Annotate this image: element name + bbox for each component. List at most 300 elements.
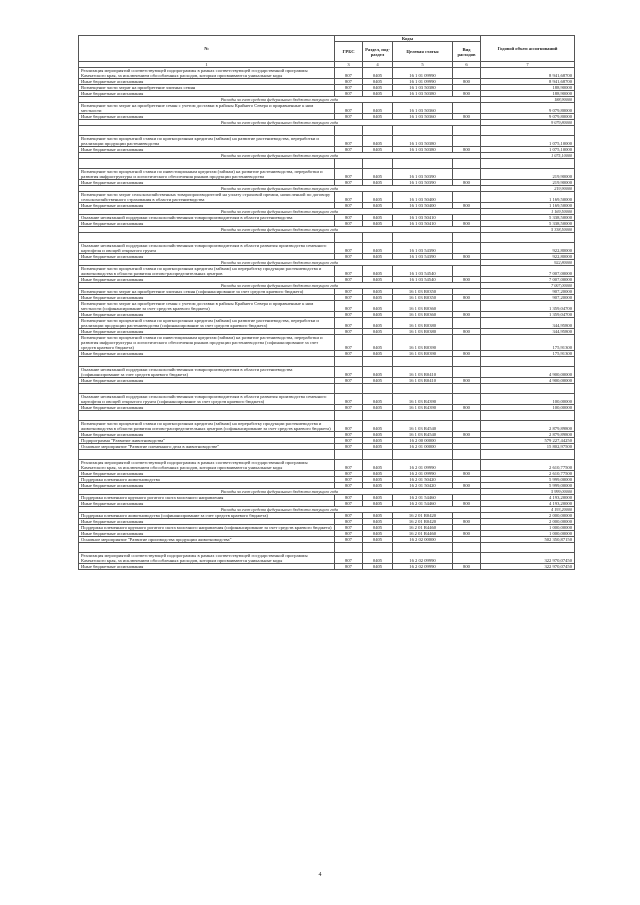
spacer-row <box>79 233 575 243</box>
item-name: Возмещение части процентной ставки по краткосрочным кредитам (займам) на переработку продукции растениеводства и животноводства в области развития оптово-распределительных центров <box>79 266 335 277</box>
table-row <box>79 394 575 405</box>
spacer-cell <box>393 384 453 394</box>
table-row <box>79 68 575 79</box>
spacer-cell <box>481 384 575 394</box>
item-name: Иные бюджетные ассигнования <box>79 91 335 97</box>
spacer-cell <box>481 411 575 421</box>
expense-type-code: 800 <box>453 351 481 357</box>
spacer-cell <box>393 159 453 169</box>
section-code: 0405 <box>363 147 393 153</box>
expense-type-code: 800 <box>453 531 481 537</box>
item-name: Возмещение части процентной ставки по краткосрочным кредитам (займам) на переработку продукции растениеводства и животноводства в области развития оптово-распределительных центров (софинансирование за счет средств краевого бюджета) <box>79 421 335 432</box>
item-name: Иные бюджетные ассигнования <box>79 432 335 438</box>
allocation-amount: 188,90000 <box>481 85 575 91</box>
target-article-code: 16 1 03 R0390 <box>393 351 453 357</box>
target-article-code: 16 1 03 50380 <box>393 147 453 153</box>
section-code: 0405 <box>363 519 393 525</box>
spacer-cell <box>453 159 481 169</box>
target-article-code: 16 2 00 00000 <box>393 438 453 444</box>
grbs-code: 807 <box>335 266 363 277</box>
section-code: 0405 <box>363 483 393 489</box>
allocation-amount: 1 075,10000 <box>481 147 575 153</box>
section-code: 0405 <box>363 243 393 254</box>
expense-type-code <box>453 367 481 378</box>
spacer-cell <box>453 450 481 460</box>
table-header <box>79 36 575 68</box>
target-article-code: 16 2 01 09990 <box>393 460 453 471</box>
grbs-code: 807 <box>335 513 363 519</box>
spacer-cell <box>393 126 453 136</box>
spacer-cell <box>363 543 393 553</box>
spacer-cell <box>363 384 393 394</box>
target-article-code: 16 1 03 54390 <box>393 254 453 260</box>
section-code: 0405 <box>363 301 393 312</box>
target-article-code: 16 1 03 50360 <box>393 103 453 114</box>
grbs-code: 807 <box>335 438 363 444</box>
budget-table <box>78 35 575 570</box>
item-name: Иные бюджетные ассигнования <box>79 329 335 335</box>
section-code: 0405 <box>363 221 393 227</box>
table-row <box>79 335 575 351</box>
grbs-code: 807 <box>335 103 363 114</box>
section-code: 0405 <box>363 85 393 91</box>
item-name: Иные бюджетные ассигнования <box>79 519 335 525</box>
item-name: Иные бюджетные ассигнования <box>79 564 335 570</box>
item-name: Иные бюджетные ассигнования <box>79 405 335 411</box>
allocation-amount: 8 941,68700 <box>481 79 575 85</box>
grbs-code: 807 <box>335 277 363 283</box>
expense-type-code <box>453 335 481 351</box>
target-article-code: 16 1 03 54540 <box>393 277 453 283</box>
grbs-code: 807 <box>335 421 363 432</box>
expense-type-code: 800 <box>453 312 481 318</box>
header-index: 4 <box>363 62 393 68</box>
section-code: 0405 <box>363 460 393 471</box>
item-name: Основное мероприятие "Развитие производства продукции животноводства" <box>79 537 335 543</box>
section-code: 0405 <box>363 477 393 483</box>
table-row <box>79 169 575 180</box>
spacer-cell <box>453 543 481 553</box>
target-article-code: 16 2 02 09990 <box>393 564 453 570</box>
expense-type-code <box>453 421 481 432</box>
expense-type-code: 800 <box>453 471 481 477</box>
section-code: 0405 <box>363 91 393 97</box>
expense-type-code: 800 <box>453 114 481 120</box>
spacer-cell <box>79 126 335 136</box>
table-row <box>79 460 575 471</box>
spacer-cell <box>79 411 335 421</box>
expense-type-code <box>453 460 481 471</box>
spacer-cell <box>453 357 481 367</box>
grbs-code: 807 <box>335 180 363 186</box>
item-name: Возмещение части затрат сельскохозяйственных товаропроизводителей на уплату страховой премии, начисленной по договору сельскохозяйственного страхования в области растениеводства <box>79 192 335 203</box>
target-article-code: 16 1 03 50410 <box>393 221 453 227</box>
spacer-cell <box>335 357 363 367</box>
item-name: Иные бюджетные ассигнования <box>79 378 335 384</box>
target-article-code: 16 1 03 50390 <box>393 169 453 180</box>
spacer-row <box>79 450 575 460</box>
table-row <box>79 136 575 147</box>
allocation-amount: 2 879,89800 <box>481 432 575 438</box>
table-row <box>79 318 575 329</box>
item-name: Оказание несвязанной поддержки сельскохозяйственным товаропроизводителям в области растениеводства <box>79 215 335 221</box>
spacer-row <box>79 126 575 136</box>
funding-source-amount: 1 169,50000 <box>481 209 575 215</box>
spacer-cell <box>453 384 481 394</box>
expense-type-code <box>453 68 481 79</box>
item-name: Подпрограмма "Развитие животноводства" <box>79 438 335 444</box>
spacer-row <box>79 543 575 553</box>
section-code: 0405 <box>363 203 393 209</box>
funding-source-note: Расходы за счет средств федерального бюджета текущего года <box>79 186 481 192</box>
section-code: 0405 <box>363 192 393 203</box>
spacer-cell <box>363 411 393 421</box>
allocation-amount: 2 000,00000 <box>481 513 575 519</box>
grbs-code: 807 <box>335 114 363 120</box>
grbs-code: 807 <box>335 147 363 153</box>
grbs-code: 807 <box>335 203 363 209</box>
item-name: Иные бюджетные ассигнования <box>79 312 335 318</box>
funding-source-amount: 5 999,00000 <box>481 489 575 495</box>
grbs-code: 807 <box>335 405 363 411</box>
expense-type-code <box>453 243 481 254</box>
target-article-code: 16 1 03 50380 <box>393 91 453 97</box>
section-code: 0405 <box>363 471 393 477</box>
item-name: Иные бюджетные ассигнования <box>79 351 335 357</box>
spacer-cell <box>335 159 363 169</box>
spacer-cell <box>79 357 335 367</box>
item-name: Возмещение части процентной ставки по краткосрочным кредитам (займам) на развитие растениеводства, переработки и реализации продукции растениеводства (софинансирование за счет средств краевого бюджета) <box>79 318 335 329</box>
allocation-amount: 100,00000 <box>481 394 575 405</box>
grbs-code: 807 <box>335 537 363 543</box>
expense-type-code <box>453 301 481 312</box>
item-name: Оказание несвязанной поддержки сельскохозяйственным товаропроизводителям в области растениеводства (софинансирование за счет средств краевого бюджета) <box>79 367 335 378</box>
grbs-code: 807 <box>335 312 363 318</box>
section-code: 0405 <box>363 513 393 519</box>
target-article-code: 16 1 03 54540 <box>393 266 453 277</box>
section-code: 0405 <box>363 531 393 537</box>
target-article-code: 16 2 02 00000 <box>393 537 453 543</box>
item-name: Реализация мероприятий соответствующей подпрограммы в рамках соответствующей государственной программы Камчатского края, за исключением обособленных расходов, которым присваиваются уникальные коды <box>79 460 335 471</box>
header-num: № <box>79 36 335 62</box>
section-code: 0405 <box>363 329 393 335</box>
target-article-code: 16 1 03 R0390 <box>393 335 453 351</box>
allocation-amount: 188,90000 <box>481 91 575 97</box>
item-name: Поддержка племенного крупного рогатого скота молочного направления (софинансирование за счет средств краевого бюджета) <box>79 525 335 531</box>
item-name: Иные бюджетные ассигнования <box>79 471 335 477</box>
section-code: 0405 <box>363 79 393 85</box>
expense-type-code: 800 <box>453 564 481 570</box>
allocation-amount: 219,90000 <box>481 180 575 186</box>
expense-type-code <box>453 553 481 564</box>
grbs-code: 807 <box>335 295 363 301</box>
item-name: Иные бюджетные ассигнования <box>79 180 335 186</box>
spacer-cell <box>335 233 363 243</box>
table-row <box>79 266 575 277</box>
spacer-cell <box>335 450 363 460</box>
target-article-code: 16 1 03 50380 <box>393 85 453 91</box>
header-index: 3 <box>335 62 363 68</box>
target-article-code: 16 2 01 R4460 <box>393 531 453 537</box>
allocation-amount: 5 999,00000 <box>481 477 575 483</box>
table-row <box>79 301 575 312</box>
allocation-amount: 4 900,00000 <box>481 367 575 378</box>
section-code: 0405 <box>363 525 393 531</box>
grbs-code: 807 <box>335 221 363 227</box>
table-row <box>79 564 575 570</box>
funding-source-note: Расходы за счет средств федерального бюджета текущего года <box>79 283 481 289</box>
allocation-amount: 175,91300 <box>481 351 575 357</box>
target-article-code: 16 1 03 54390 <box>393 243 453 254</box>
grbs-code: 807 <box>335 531 363 537</box>
item-name: Реализация мероприятий соответствующей подпрограммы в рамках соответствующей государственной программы Камчатского края, за исключением обособленных расходов, которым присваиваются уникальные коды <box>79 553 335 564</box>
grbs-code: 807 <box>335 169 363 180</box>
grbs-code: 807 <box>335 215 363 221</box>
allocation-amount: 907,20000 <box>481 289 575 295</box>
header-index: 7 <box>481 62 575 68</box>
section-code: 0405 <box>363 180 393 186</box>
section-code: 0405 <box>363 266 393 277</box>
expense-type-code: 800 <box>453 91 481 97</box>
section-code: 0405 <box>363 405 393 411</box>
spacer-cell <box>481 357 575 367</box>
allocation-amount: 1 169,50000 <box>481 203 575 209</box>
section-code: 0405 <box>363 136 393 147</box>
expense-type-code: 800 <box>453 147 481 153</box>
target-article-code: 16 2 01 R0420 <box>393 519 453 525</box>
section-code: 0405 <box>363 277 393 283</box>
spacer-cell <box>79 450 335 460</box>
header-index: 1 <box>79 62 335 68</box>
section-code: 0405 <box>363 295 393 301</box>
allocation-amount: 4 193,20000 <box>481 501 575 507</box>
header-razdel: Раздел, под-раздел <box>363 42 393 62</box>
target-article-code: 16 1 03 R0350 <box>393 289 453 295</box>
item-name: Иные бюджетные ассигнования <box>79 295 335 301</box>
item-name: Иные бюджетные ассигнования <box>79 277 335 283</box>
item-name: Иные бюджетные ассигнования <box>79 114 335 120</box>
target-article-code: 16 1 03 R4540 <box>393 421 453 432</box>
grbs-code: 807 <box>335 367 363 378</box>
table-row <box>79 553 575 564</box>
grbs-code: 807 <box>335 335 363 351</box>
target-article-code: 16 1 03 50360 <box>393 114 453 120</box>
target-article-code: 16 1 03 R0410 <box>393 378 453 384</box>
expense-type-code: 800 <box>453 221 481 227</box>
funding-source-amount: 5 338,50000 <box>481 227 575 233</box>
section-code: 0405 <box>363 289 393 295</box>
expense-type-code: 800 <box>453 405 481 411</box>
funding-source-amount: 7 007,00000 <box>481 283 575 289</box>
target-article-code: 16 1 01 09990 <box>393 79 453 85</box>
grbs-code: 807 <box>335 477 363 483</box>
spacer-cell <box>363 233 393 243</box>
spacer-cell <box>363 357 393 367</box>
spacer-cell <box>481 126 575 136</box>
allocation-amount: 9 079,80000 <box>481 114 575 120</box>
item-name: Иные бюджетные ассигнования <box>79 147 335 153</box>
target-article-code: 16 1 03 R0350 <box>393 295 453 301</box>
item-name: Иные бюджетные ассигнования <box>79 203 335 209</box>
item-name: Оказание несвязанной поддержки сельскохозяйственным товаропроизводителям в области развития производства семенного картофеля и овощей открытого грунта <box>79 243 335 254</box>
section-code: 0405 <box>363 254 393 260</box>
spacer-cell <box>481 450 575 460</box>
target-article-code: 16 1 03 50400 <box>393 192 453 203</box>
section-code: 0405 <box>363 68 393 79</box>
grbs-code: 807 <box>335 243 363 254</box>
allocation-amount: 219,90000 <box>481 169 575 180</box>
item-name: Иные бюджетные ассигнования <box>79 221 335 227</box>
grbs-code: 807 <box>335 318 363 329</box>
target-article-code: 16 1 03 50390 <box>393 180 453 186</box>
header-csr: Целевая статья <box>393 42 453 62</box>
funding-source-amount: 219,90000 <box>481 186 575 192</box>
grbs-code: 807 <box>335 68 363 79</box>
section-code: 0405 <box>363 537 393 543</box>
grbs-code: 807 <box>335 483 363 489</box>
allocation-amount: 1 000,00000 <box>481 531 575 537</box>
allocation-amount: 5 999,00000 <box>481 483 575 489</box>
table-row <box>79 243 575 254</box>
spacer-cell <box>481 233 575 243</box>
grbs-code: 807 <box>335 501 363 507</box>
table-row <box>79 103 575 114</box>
section-code: 0405 <box>363 351 393 357</box>
expense-type-code <box>453 169 481 180</box>
grbs-code: 807 <box>335 564 363 570</box>
item-name: Возмещение части затрат на приобретение семян с учетом доставки в районы Крайнего Севера и приравненные к ним местности <box>79 103 335 114</box>
expense-type-code: 800 <box>453 378 481 384</box>
funding-source-note: Расходы за счет средств федерального бюджета текущего года <box>79 120 481 126</box>
target-article-code: 16 1 03 R4390 <box>393 394 453 405</box>
allocation-amount: 922,80000 <box>481 254 575 260</box>
allocation-amount: 344,95800 <box>481 318 575 329</box>
allocation-amount: 4 193,20000 <box>481 495 575 501</box>
section-code: 0405 <box>363 318 393 329</box>
expense-type-code: 800 <box>453 254 481 260</box>
section-code: 0405 <box>363 444 393 450</box>
spacer-row <box>79 357 575 367</box>
allocation-amount: 1 075,10000 <box>481 136 575 147</box>
allocation-amount: 2 610,77500 <box>481 471 575 477</box>
target-article-code: 16 2 02 09990 <box>393 553 453 564</box>
allocation-amount: 1 359,04700 <box>481 301 575 312</box>
table-row <box>79 367 575 378</box>
grbs-code: 807 <box>335 85 363 91</box>
item-name: Возмещение части затрат на приобретение элитных семян <box>79 85 335 91</box>
funding-source-amount: 1 075,10000 <box>481 153 575 159</box>
header-amount: Годовой объем ассигнований <box>481 36 575 62</box>
allocation-amount: 2 879,89800 <box>481 421 575 432</box>
target-article-code: 16 2 01 R4460 <box>393 525 453 531</box>
grbs-code: 807 <box>335 329 363 335</box>
target-article-code: 16 2 01 54460 <box>393 495 453 501</box>
expense-type-code: 800 <box>453 432 481 438</box>
grbs-code: 807 <box>335 525 363 531</box>
spacer-cell <box>393 357 453 367</box>
section-code: 0405 <box>363 215 393 221</box>
header-index: 6 <box>453 62 481 68</box>
allocation-amount: 2 610,77500 <box>481 460 575 471</box>
spacer-cell <box>393 411 453 421</box>
section-code: 0405 <box>363 553 393 564</box>
expense-type-code: 800 <box>453 483 481 489</box>
funding-source-note: Расходы за счет средств федерального бюджета текущего года <box>79 227 481 233</box>
expense-type-code <box>453 266 481 277</box>
allocation-amount: 7 007,00000 <box>481 266 575 277</box>
allocation-amount: 9 079,80000 <box>481 103 575 114</box>
spacer-cell <box>481 159 575 169</box>
target-article-code: 16 2 01 00000 <box>393 444 453 450</box>
grbs-code: 807 <box>335 91 363 97</box>
grbs-code: 807 <box>335 553 363 564</box>
spacer-cell <box>363 450 393 460</box>
item-name: Возмещение части затрат на приобретение элитных семян (софинансирование за счет средств краевого бюджета) <box>79 289 335 295</box>
section-code: 0405 <box>363 103 393 114</box>
target-article-code: 16 1 03 R0380 <box>393 318 453 329</box>
allocation-amount: 922,80000 <box>481 243 575 254</box>
item-name: Оказание несвязанной поддержки сельскохозяйственным товаропроизводителям в области развития производства семенного картофеля и овощей открытого грунта (софинансирование за счет средств краевого бюджета) <box>79 394 335 405</box>
target-article-code: 16 2 01 R0420 <box>393 513 453 519</box>
target-article-code: 16 1 03 R0380 <box>393 329 453 335</box>
spacer-cell <box>393 233 453 243</box>
item-name: Иные бюджетные ассигнования <box>79 254 335 260</box>
funding-source-note: Расходы за счет средств федерального бюджета текущего года <box>79 97 481 103</box>
item-name: Возмещение части процентной ставки по краткосрочным кредитам (займам) на развитие растениеводства, переработки и реализации продукции растениеводства <box>79 136 335 147</box>
spacer-cell <box>79 384 335 394</box>
allocation-amount: 100,00000 <box>481 405 575 411</box>
target-article-code: 16 2 01 50420 <box>393 483 453 489</box>
spacer-cell <box>453 233 481 243</box>
expense-type-code: 800 <box>453 329 481 335</box>
grbs-code: 807 <box>335 432 363 438</box>
spacer-cell <box>453 126 481 136</box>
allocation-amount: 7 007,00000 <box>481 277 575 283</box>
allocation-amount: 1 359,04700 <box>481 312 575 318</box>
target-article-code: 16 1 03 50400 <box>393 203 453 209</box>
expense-type-code <box>453 394 481 405</box>
target-article-code: 16 1 03 R4390 <box>393 405 453 411</box>
item-name: Иные бюджетные ассигнования <box>79 531 335 537</box>
item-name: Поддержка племенного животноводства <box>79 477 335 483</box>
grbs-code: 807 <box>335 394 363 405</box>
item-name: Возмещение части процентной ставки по инвестиционным кредитам (займам) на развитие растениеводства, переработки и развития инфраструктуры и логистического обеспечения рынков продукции растениеводства (софинансирование за счет средств краевого бюджета) <box>79 335 335 351</box>
funding-source-amount: 9 079,80000 <box>481 120 575 126</box>
grbs-code: 807 <box>335 519 363 525</box>
section-code: 0405 <box>363 432 393 438</box>
spacer-cell <box>79 233 335 243</box>
spacer-cell <box>335 411 363 421</box>
header-vid: Вид расходов <box>453 42 481 62</box>
item-name: Возмещение части затрат на приобретение семян с учетом доставки в районы Крайнего Севера и приравненные к ним местности (софинансирование за счет средств краевого бюджета) <box>79 301 335 312</box>
section-code: 0405 <box>363 438 393 444</box>
budget-document <box>78 35 574 570</box>
allocation-amount: 907,20000 <box>481 295 575 301</box>
target-article-code: 16 1 03 R4540 <box>393 432 453 438</box>
funding-source-amount: 922,80000 <box>481 260 575 266</box>
item-name: Иные бюджетные ассигнования <box>79 79 335 85</box>
allocation-amount: 5 338,50000 <box>481 215 575 221</box>
header-index: 5 <box>393 62 453 68</box>
funding-source-note: Расходы за счет средств федерального бюджета текущего года <box>79 489 481 495</box>
funding-source-note: Расходы за счет средств федерального бюджета текущего года <box>79 209 481 215</box>
spacer-cell <box>79 543 335 553</box>
section-code: 0405 <box>363 312 393 318</box>
expense-type-code: 800 <box>453 277 481 283</box>
grbs-code: 807 <box>335 192 363 203</box>
grbs-code: 807 <box>335 301 363 312</box>
table-body <box>79 68 575 570</box>
